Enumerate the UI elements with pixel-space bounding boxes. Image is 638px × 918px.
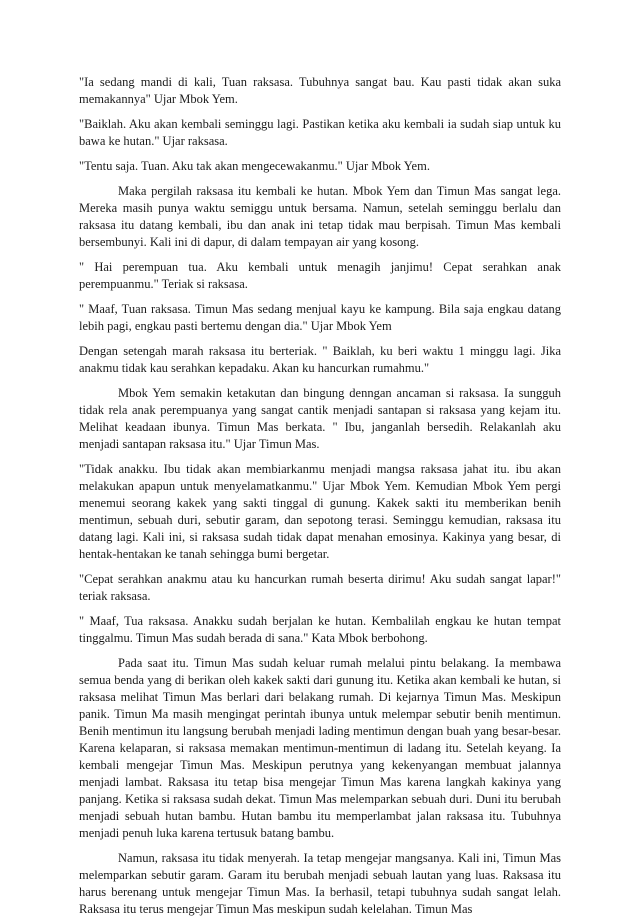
story-paragraph: "Tentu saja. Tuan. Aku tak akan mengecewakanmu." Ujar Mbok Yem. xyxy=(79,159,430,173)
story-paragraph: "Tidak anakku. Ibu tidak akan membiarkanmu menjadi mangsa raksasa jahat itu. ibu akan melakukan apapun untuk menyelamatkanmu." Ujar Mbok Yem. Kemudian Mbok Yem pergi menemui seorang kakek yang sakti tinggal di gunung. Kakek sakti itu memberikan benih mentimun, sebuah duri, sebutir garam, dan sepotong terasi. Seminggu kemudian, raksasa itu datang lagi. Kali ini, si raksasa sudah tidak dapat menahan emosinya. Kakinya yang besar, di hentak-hentakan ke tanah sehingga bumi bergetar. xyxy=(79,462,561,561)
story-paragraph: " Maaf, Tuan raksasa. Timun Mas sedang menjual kayu ke kampung. Bila saja engkau datang lebih pagi, engkau pasti bertemu dengan dia." Ujar Mbok Yem xyxy=(79,302,561,333)
story-text-body xyxy=(79,74,561,918)
story-paragraph: Maka pergilah raksasa itu kembali ke hutan. Mbok Yem dan Timun Mas sangat lega. Mereka masih punya waktu semiggu untuk bersama. Namun, setelah seminggu berlalu dan raksasa itu datang kembali, ibu dan anak ini tetap tidak mau berpisah. Timun Mas kembali bersembunyi. Kali ini di dapur, di dalam tempayan air yang kosong. xyxy=(79,184,561,249)
story-paragraph: Dengan setengah marah raksasa itu berteriak. " Baiklah, ku beri waktu 1 minggu lagi. Jika anakmu tidak kau serahkan kepadaku. Akan ku hancurkan rumahmu." xyxy=(79,344,561,375)
story-paragraph: " Hai perempuan tua. Aku kembali untuk menagih janjimu! Cepat serahkan anak perempuanmu." Teriak si raksasa. xyxy=(79,260,561,291)
story-paragraph: "Baiklah. Aku akan kembali seminggu lagi. Pastikan ketika aku kembali ia sudah siap untuk ku bawa ke hutan." Ujar raksasa. xyxy=(79,117,561,148)
story-paragraph: " Maaf, Tua raksasa. Anakku sudah berjalan ke hutan. Kembalilah engkau ke hutan tempat tinggalmu. Timun Mas sudah berada di sana." Kata Mbok berbohong. xyxy=(79,614,561,645)
story-paragraph: "Ia sedang mandi di kali, Tuan raksasa. Tubuhnya sangat bau. Kau pasti tidak akan suka memakannya" Ujar Mbok Yem. xyxy=(79,75,561,106)
story-paragraph: Mbok Yem semakin ketakutan dan bingung denngan ancaman si raksasa. Ia sungguh tidak rela anak perempuanya yang sangat cantik menjadi santapan si raksasa yang kejam itu. Melihat keadaan ibunya. Timun Mas berkata. " Ibu, janganlah bersedih. Relakanlah aku menjadi santapan raksasa itu." Ujar Timun Mas. xyxy=(79,386,561,451)
story-paragraph: Namun, raksasa itu tidak menyerah. Ia tetap mengejar mangsanya. Kali ini, Timun Mas melemparkan sebutir garam. Garam itu berubah menjadi sebuah lautan yang luas. Raksasa itu harus berenang untuk mengejar Timun Mas. Ia berhasil, tetapi tubuhnya sudah sangat lelah. Raksasa itu terus mengejar Timun Mas meskipun sudah kelelahan. Timun Mas xyxy=(79,851,561,916)
story-paragraph: Pada saat itu. Timun Mas sudah keluar rumah melalui pintu belakang. Ia membawa semua benda yang di berikan oleh kakek sakti dari gunung itu. Ketika akan kembali ke hutan, si raksasa melihat Timun Mas berlari dari belakang rumah. Di kejarnya Timun Mas. Meskipun panik. Timun Ma masih mengingat perintah ibunya untuk melempar sebutir benih mentimun. Benih mentimun itu langsung berubah menjadi lading mentimun dengan buah yang besar-besar. Karena kelaparan, si raksasa memakan mentimun-mentimun di ladang itu. Setelah keyang. Ia kembali mengejar Timun Mas. Meskipun perutnya yang kekenyangan membuat jalannya menjadi lambat. Raksasa itu tetap bisa mengejar Timun Mas karena langkah kakinya yang panjang. Ketika si raksasa sudah dekat. Timun Mas melemparkan sebuah duri. Duni itu berubah menjadi sebuah hutan bambu. Hutan bambu itu memperlambat jalan raksasa itu. Tubuhnya menjadi penuh luka karena tertusuk batang bambu. xyxy=(79,656,561,840)
story-paragraph: "Cepat serahkan anakmu atau ku hancurkan rumah beserta dirimu! Aku sudah sangat lapar!" teriak raksasa. xyxy=(79,572,561,603)
